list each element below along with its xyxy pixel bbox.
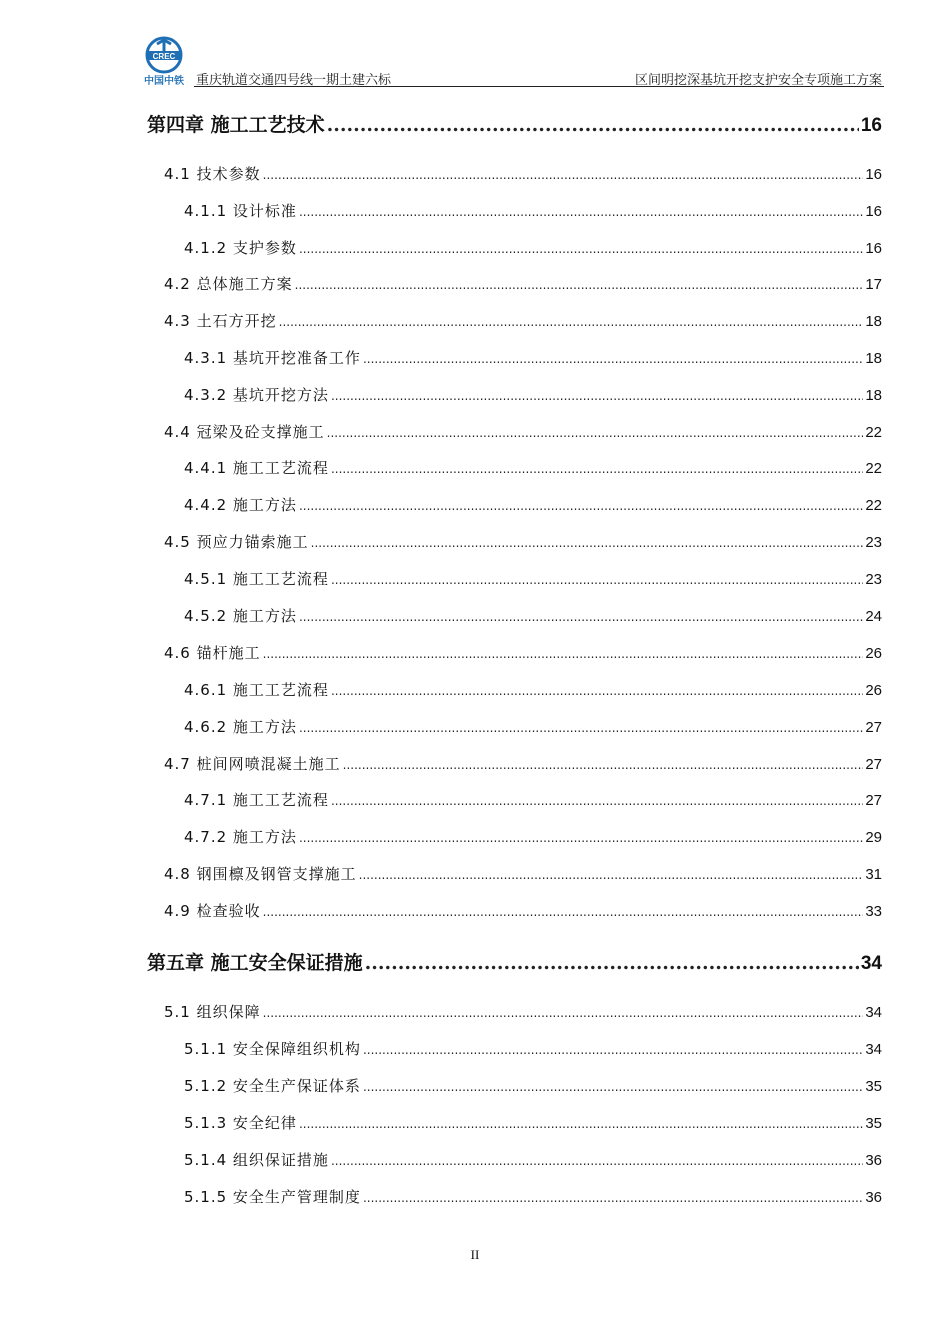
toc-entry[interactable]: 5.1.3 安全纪律 ..... 35 (184, 1112, 882, 1133)
crec-logo-icon (138, 36, 190, 86)
header-project-name: 重庆轨道交通四号线一期土建六标 (196, 73, 392, 88)
toc-entry[interactable]: 4.7.2 施工方法 ..... 29 (184, 826, 882, 847)
toc-entry[interactable]: 5.1.4 组织保证措施 ..... 36 (184, 1149, 882, 1170)
svg-text:CREC: CREC (152, 52, 176, 61)
toc-entry[interactable]: 4.1 技术参数 ..... 16 (164, 163, 882, 184)
toc-entry[interactable]: 4.1.2 支护参数 ..... 16 (184, 237, 882, 258)
header-document-title: 区间明挖深基坑开挖支护安全专项施工方案 (634, 73, 882, 88)
toc-entry[interactable]: 4.8 钢围檩及钢管支撑施工 ..... 31 (164, 863, 882, 884)
svg-text:中国中铁: 中国中铁 (144, 76, 184, 86)
toc-entry[interactable]: 4.3 土石方开挖 ..... 18 (164, 310, 882, 331)
toc-entry[interactable]: 4.5.2 施工方法 ..... 24 (184, 605, 882, 626)
toc-chapter-4[interactable]: 第四章 施工工艺技术 ..... 16 (147, 110, 882, 137)
toc-entry[interactable]: 4.4.2 施工方法 ..... 22 (184, 494, 882, 515)
toc-entry[interactable]: 4.6 锚杆施工 ..... 26 (164, 642, 882, 663)
toc-entry[interactable]: 4.6.1 施工工艺流程 ..... 26 (184, 679, 882, 700)
toc-entry[interactable]: 5.1.1 安全保障组织机构 ..... 34 (184, 1038, 882, 1059)
page-header (138, 36, 884, 88)
toc-entry[interactable]: 4.6.2 施工方法 ..... 27 (184, 716, 882, 737)
toc-entry[interactable]: 4.3.2 基坑开挖方法 ..... 18 (184, 384, 882, 405)
toc-entry[interactable]: 4.7 桩间网喷混凝土施工 ..... 27 (164, 753, 882, 774)
page-number: II (470, 1247, 480, 1262)
toc-entry[interactable]: 5.1.2 安全生产保证体系 ..... 35 (184, 1075, 882, 1096)
toc-entry[interactable]: 4.5 预应力锚索施工 ..... 23 (164, 531, 882, 552)
toc-entry[interactable]: 4.7.1 施工工艺流程 ..... 27 (184, 789, 882, 810)
toc-entry[interactable]: 4.3.1 基坑开挖准备工作 ..... 18 (184, 347, 882, 368)
toc-entry[interactable]: 5.1.5 安全生产管理制度 ..... 36 (184, 1186, 882, 1207)
toc-chapter-5[interactable]: 第五章 施工安全保证措施 ..... 34 (147, 948, 882, 975)
header-divider (194, 86, 884, 87)
toc-entry[interactable]: 4.2 总体施工方案 ..... 17 (164, 273, 882, 294)
toc-entry[interactable]: 4.5.1 施工工艺流程 ..... 23 (184, 568, 882, 589)
toc-entry[interactable]: 4.4.1 施工工艺流程 ..... 22 (184, 457, 882, 478)
toc-entry[interactable]: 4.9 检查验收 ..... 33 (164, 900, 882, 921)
toc-entry[interactable]: 4.1.1 设计标准 ..... 16 (184, 200, 882, 221)
toc-entry[interactable]: 4.4 冠梁及砼支撑施工 ..... 22 (164, 421, 882, 442)
toc-entry[interactable]: 5.1 组织保障 ..... 34 (164, 1001, 882, 1022)
